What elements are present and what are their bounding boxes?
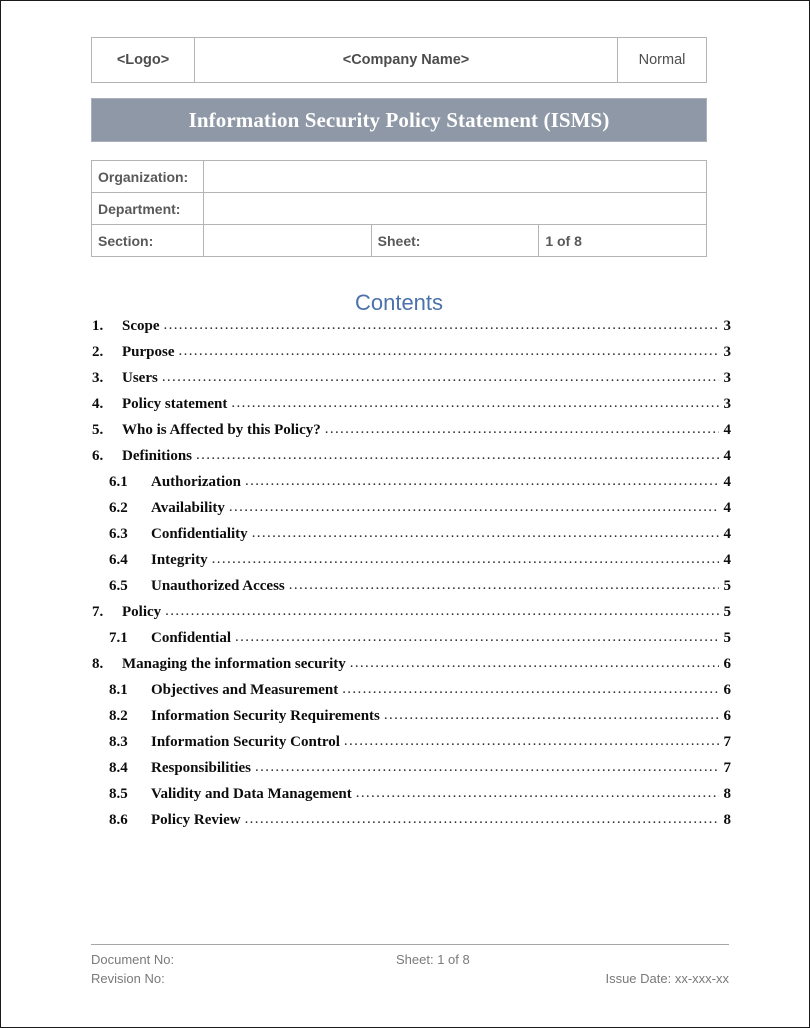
section-value [204, 225, 372, 257]
organization-value [204, 161, 707, 193]
toc-leader-dots [356, 785, 719, 802]
toc-entry-page-number: 5 [723, 578, 731, 594]
toc-entry-page-number: 7 [723, 734, 731, 750]
toc-entry-label: Policy statement [122, 396, 228, 412]
toc-entry-label: Managing the information security [122, 656, 346, 672]
toc-entry-label: Integrity [151, 552, 208, 568]
toc-entry[interactable] [91, 630, 731, 656]
toc-entry-page-number: 3 [723, 370, 731, 386]
toc-entry-number: 5. [92, 422, 104, 438]
toc-entry[interactable] [91, 656, 731, 682]
table-of-contents [91, 318, 731, 838]
toc-entry-label: Who is Affected by this Policy? [122, 422, 321, 438]
toc-entry[interactable] [91, 682, 731, 708]
toc-entry-number: 2. [92, 344, 104, 360]
footer-row-bottom [91, 971, 729, 990]
toc-entry-page-number: 3 [723, 396, 731, 412]
toc-entry[interactable] [91, 526, 731, 552]
toc-entry-label: Availability [151, 500, 225, 516]
toc-entry[interactable] [91, 786, 731, 812]
footer-row-top [91, 952, 729, 971]
toc-leader-dots [350, 655, 719, 672]
toc-entry[interactable] [91, 708, 731, 734]
header-identification-table [91, 37, 707, 83]
toc-leader-dots [384, 707, 719, 724]
toc-entry-page-number: 3 [723, 344, 731, 360]
toc-entry-page-number: 4 [723, 500, 731, 516]
toc-entry-label: Responsibilities [151, 760, 252, 776]
toc-entry-number: 8.5 [109, 786, 128, 802]
footer-sheet: Sheet: 1 of 8 [396, 952, 470, 967]
toc-entry[interactable] [91, 422, 731, 448]
toc-leader-dots [229, 499, 719, 516]
toc-leader-dots [162, 369, 719, 386]
toc-entry-page-number: 6 [723, 682, 731, 698]
toc-leader-dots [179, 343, 720, 360]
toc-entry-page-number: 6 [723, 656, 731, 672]
toc-entry-page-number: 4 [723, 526, 731, 542]
toc-leader-dots [245, 473, 719, 490]
company-name-cell: <Company Name> [195, 38, 618, 83]
toc-entry-number: 6.4 [109, 552, 128, 568]
toc-entry[interactable] [91, 500, 731, 526]
toc-entry-label: Definitions [122, 448, 193, 464]
toc-entry-number: 8.6 [109, 812, 128, 828]
toc-entry-page-number: 8 [723, 786, 731, 802]
table-row [92, 193, 707, 225]
toc-entry-label: Users [122, 370, 158, 386]
toc-entry-label: Scope [122, 318, 160, 334]
toc-entry[interactable] [91, 760, 731, 786]
toc-entry[interactable] [91, 812, 731, 838]
toc-entry-number: 3. [92, 370, 104, 386]
toc-entry-number: 6. [92, 448, 104, 464]
toc-entry-label: Policy [122, 604, 162, 620]
toc-entry-number: 8. [92, 656, 104, 672]
table-row [92, 225, 707, 257]
toc-entry-page-number: 8 [723, 812, 731, 828]
department-value [204, 193, 707, 225]
toc-entry-label: Objectives and Measurement [151, 682, 339, 698]
toc-entry-number: 8.2 [109, 708, 128, 724]
toc-entry-number: 6.2 [109, 500, 128, 516]
toc-entry[interactable] [91, 604, 731, 630]
toc-entry-number: 1. [92, 318, 104, 334]
toc-leader-dots [252, 525, 719, 542]
toc-leader-dots [325, 421, 719, 438]
toc-entry-page-number: 5 [723, 604, 731, 620]
toc-entry-number: 8.4 [109, 760, 128, 776]
toc-entry-label: Confidentiality [151, 526, 248, 542]
toc-entry-label: Information Security Control [151, 734, 340, 750]
toc-entry-number: 8.1 [109, 682, 128, 698]
document-title-banner [91, 98, 707, 142]
logo-placeholder-cell: <Logo> [92, 38, 195, 83]
page-footer [91, 944, 729, 990]
classification-cell: Normal [618, 38, 707, 83]
table-row [92, 38, 707, 83]
toc-entry[interactable] [91, 396, 731, 422]
toc-entry-number: 6.5 [109, 578, 128, 594]
footer-document-no: Document No: [91, 952, 175, 967]
toc-entry-page-number: 4 [723, 474, 731, 490]
toc-entry-label: Policy Review [151, 812, 241, 828]
toc-entry-label: Unauthorized Access [151, 578, 285, 594]
toc-entry-label: Confidential [151, 630, 232, 646]
toc-entry-number: 6.3 [109, 526, 128, 542]
organization-info-table [91, 160, 707, 257]
page-title: Information Security Policy Statement (ISMS) [188, 107, 610, 132]
organization-label: Organization: [92, 161, 204, 193]
toc-leader-dots [289, 577, 719, 594]
toc-entry-label: Validity and Data Management [151, 786, 352, 802]
footer-issue-date: Issue Date: xx-xxx-xx [605, 971, 729, 986]
toc-entry-page-number: 3 [723, 318, 731, 334]
toc-leader-dots [212, 551, 719, 568]
toc-entry-label: Authorization [151, 474, 241, 490]
toc-entry-page-number: 4 [723, 422, 731, 438]
toc-entry[interactable] [91, 474, 731, 500]
toc-leader-dots [344, 733, 719, 750]
toc-entry[interactable] [91, 344, 731, 370]
toc-leader-dots [342, 681, 719, 698]
toc-leader-dots [165, 603, 719, 620]
toc-entry[interactable] [91, 734, 731, 760]
toc-leader-dots [235, 629, 719, 646]
sheet-value: 1 of 8 [539, 225, 707, 257]
toc-entry[interactable] [91, 552, 731, 578]
toc-leader-dots [196, 447, 719, 464]
toc-entry-page-number: 5 [723, 630, 731, 646]
toc-entry[interactable] [91, 318, 731, 344]
toc-leader-dots [231, 395, 719, 412]
toc-entry-number: 7.1 [109, 630, 128, 646]
table-row [92, 161, 707, 193]
toc-entry-number: 8.3 [109, 734, 128, 750]
toc-leader-dots [255, 759, 719, 776]
contents-heading: Contents [354, 290, 444, 315]
toc-entry[interactable] [91, 370, 731, 396]
footer-revision-no: Revision No: [91, 971, 165, 986]
section-label: Section: [92, 225, 204, 257]
department-label: Department: [92, 193, 204, 225]
toc-entry-page-number: 4 [723, 552, 731, 568]
toc-entry[interactable] [91, 448, 731, 474]
toc-entry-number: 7. [92, 604, 104, 620]
sheet-label: Sheet: [371, 225, 539, 257]
toc-entry-page-number: 4 [723, 448, 731, 464]
toc-entry-number: 6.1 [109, 474, 128, 490]
toc-leader-dots [164, 317, 720, 334]
toc-leader-dots [245, 811, 719, 828]
toc-entry-page-number: 6 [723, 708, 731, 724]
toc-entry[interactable] [91, 578, 731, 604]
toc-entry-label: Purpose [122, 344, 175, 360]
toc-entry-number: 4. [92, 396, 104, 412]
toc-entry-page-number: 7 [723, 760, 731, 776]
toc-entry-label: Information Security Requirements [151, 708, 380, 724]
